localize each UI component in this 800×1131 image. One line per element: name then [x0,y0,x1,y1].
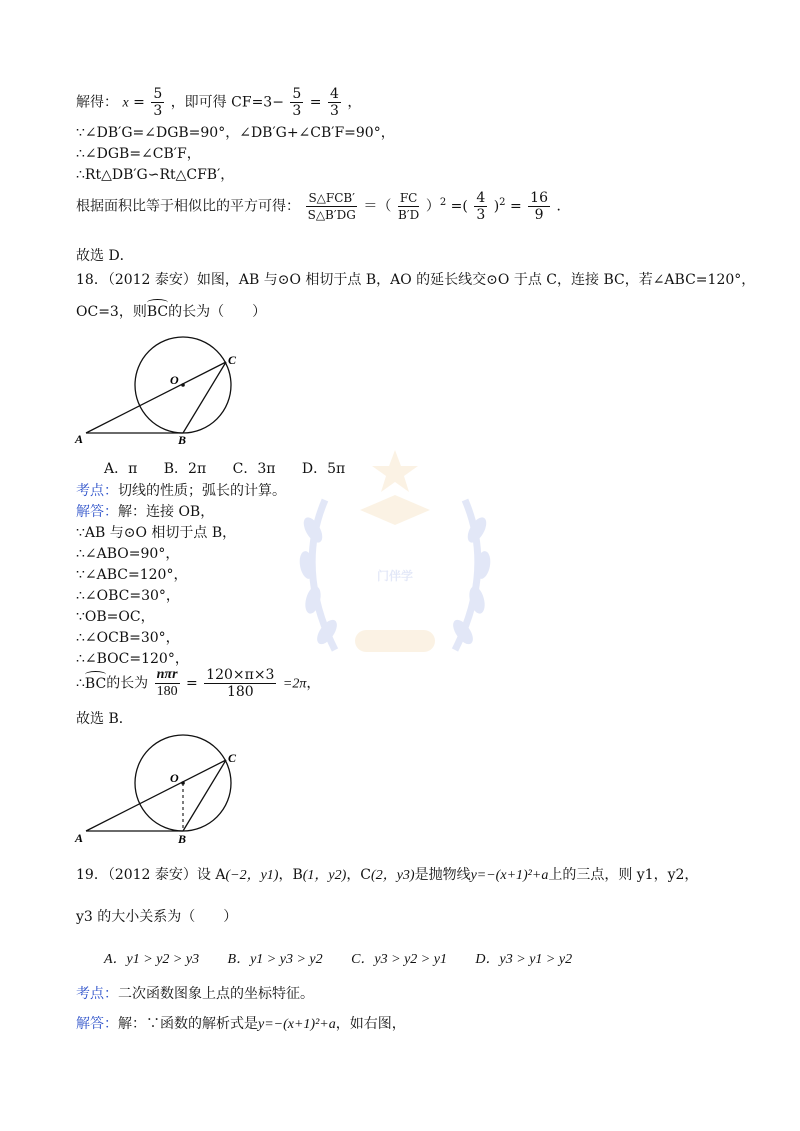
label-a: A [75,432,84,446]
kaodian-label: 考点： [76,483,118,499]
jieda-label: 解答： [76,1016,118,1032]
q18-arc-length-line: ∴BC的长为 $\frac{\text{nπr}}{180}$ = $\frac{120\times\pi\times 3}{180}$ =2π， [76,667,321,700]
label-c: C [228,751,237,765]
q18-jieda: 解答：解：连接 OB， [76,504,215,520]
arc-bc: BC [146,304,169,320]
q18-stem-line-1: 18．（2012 泰安）如图，AB 与⊙O 相切于点 B，AO 的延长线交⊙O 于点 C，连接 BC，若∠ABC=120°， [76,272,756,288]
option-a: A．π [104,461,138,477]
solve-line-4: ∴Rt△DB′G∽Rt△CFB′， [76,167,235,183]
q18-step: ∵OB=OC， [76,609,155,625]
option-b: B．y1 > y3 > y2 [227,952,323,967]
fraction: $\frac{16}{9}$ [530,190,548,223]
fraction: $\frac{4}{3}$ [329,86,339,119]
side-ratio-fraction: $\frac{FC}{B'D}$ [398,191,420,222]
fraction: $\frac{5}{3}$ [153,86,163,119]
label-c: C [228,353,237,367]
label-b: B [178,832,187,846]
option-d: D．5π [301,461,346,477]
option-b: B．2π [163,461,207,477]
watermark-logo [285,440,505,700]
label-o: O [170,373,179,387]
q18-kaodian: 考点：切线的性质；弧长的计算。 [76,483,286,499]
q18-stem-line-2: OC=3，则BC的长为（ ） [76,304,267,320]
arc-bc: BC [84,675,107,692]
q18-figure-2 [72,728,252,848]
var-x: x [122,95,129,111]
option-d: D．y3 > y1 > y2 [475,952,573,967]
jieda-label: 解答： [76,504,118,520]
q18-step: ∴∠OCB=30°， [76,630,180,646]
text: ，即可得 CF=3− [170,94,284,111]
solve-line-2: ∵∠DB′G=∠DGB=90°，∠DB′G+∠CB′F=90°， [76,125,395,141]
answer-line: 故选 D． [76,248,134,264]
parabola-formula: y=−(x+1)²+a [258,1017,336,1032]
solve-line-1: 解得： x = $\frac{5}{3}$ ，即可得 CF=3− $\frac{5}{3}$ = $\frac{4}{3}$ ， [76,86,362,119]
q18-step: ∴∠ABO=90°， [76,546,180,562]
label-o: O [170,771,179,785]
label-b: B [178,433,187,447]
option-c: C．y3 > y2 > y1 [351,952,447,967]
option-a: A．y1 > y2 > y3 [104,952,200,967]
area-ratio-fraction: $\frac{\text{S△FCB′}}{S\triangle B'DG}$ [307,191,356,222]
q18-step: ∴∠BOC=120°， [76,651,189,667]
option-c: C．3π [232,461,276,477]
q18-options [104,458,345,478]
q19-stem-line-1: 19．（2012 泰安）设 A(−2，y1)，B(1，y2)，C(2，y3)是抛物线y=−(x+1)²+a上的三点，则 y1，y2， [76,867,699,883]
q19-kaodian: 考点：二次函数图象上点的坐标特征。 [76,986,314,1002]
fraction: $\frac{\text{nπr}}{180}$ [156,667,178,699]
q19-options [104,948,572,968]
solve-line-5: 根据面积比等于相似比的平方可得： $\frac{\text{S△FCB′}}{S\triangle B'DG}$ ＝（ $\frac{FC}{B'D}$ ）$^2$ =( $\frac{4}{3}$ )$^2$ = $\frac{16}{9}$ ． [76,190,571,223]
fraction: $\frac{4}{3}$ [476,190,486,223]
svg-text:门伴学: 门伴学 [376,569,414,583]
parabola-formula: y=−(x+1)²+a [470,868,549,883]
label-a: A [75,831,84,845]
q19-jieda: 解答：解：∵函数的解析式是y=−(x+1)²+a，如右图， [76,1016,406,1032]
kaodian-label: 考点： [76,986,118,1002]
text: 解得： [76,94,118,111]
fraction: $\frac{120\times\pi\times 3}{180}$ [206,667,275,700]
q18-step: ∵AB 与⊙O 相切于点 B， [76,525,237,541]
q18-step: ∵∠ABC=120°， [76,567,188,583]
fraction: $\frac{5}{3}$ [292,86,302,119]
q18-figure-1 [72,330,252,448]
q18-answer: 故选 B． [76,711,133,727]
q18-step: ∴∠OBC=30°， [76,588,180,604]
q19-stem-line-2: y3 的大小关系为（ ） [76,909,238,925]
solve-line-3: ∴∠DGB=∠CB′F， [76,146,201,162]
